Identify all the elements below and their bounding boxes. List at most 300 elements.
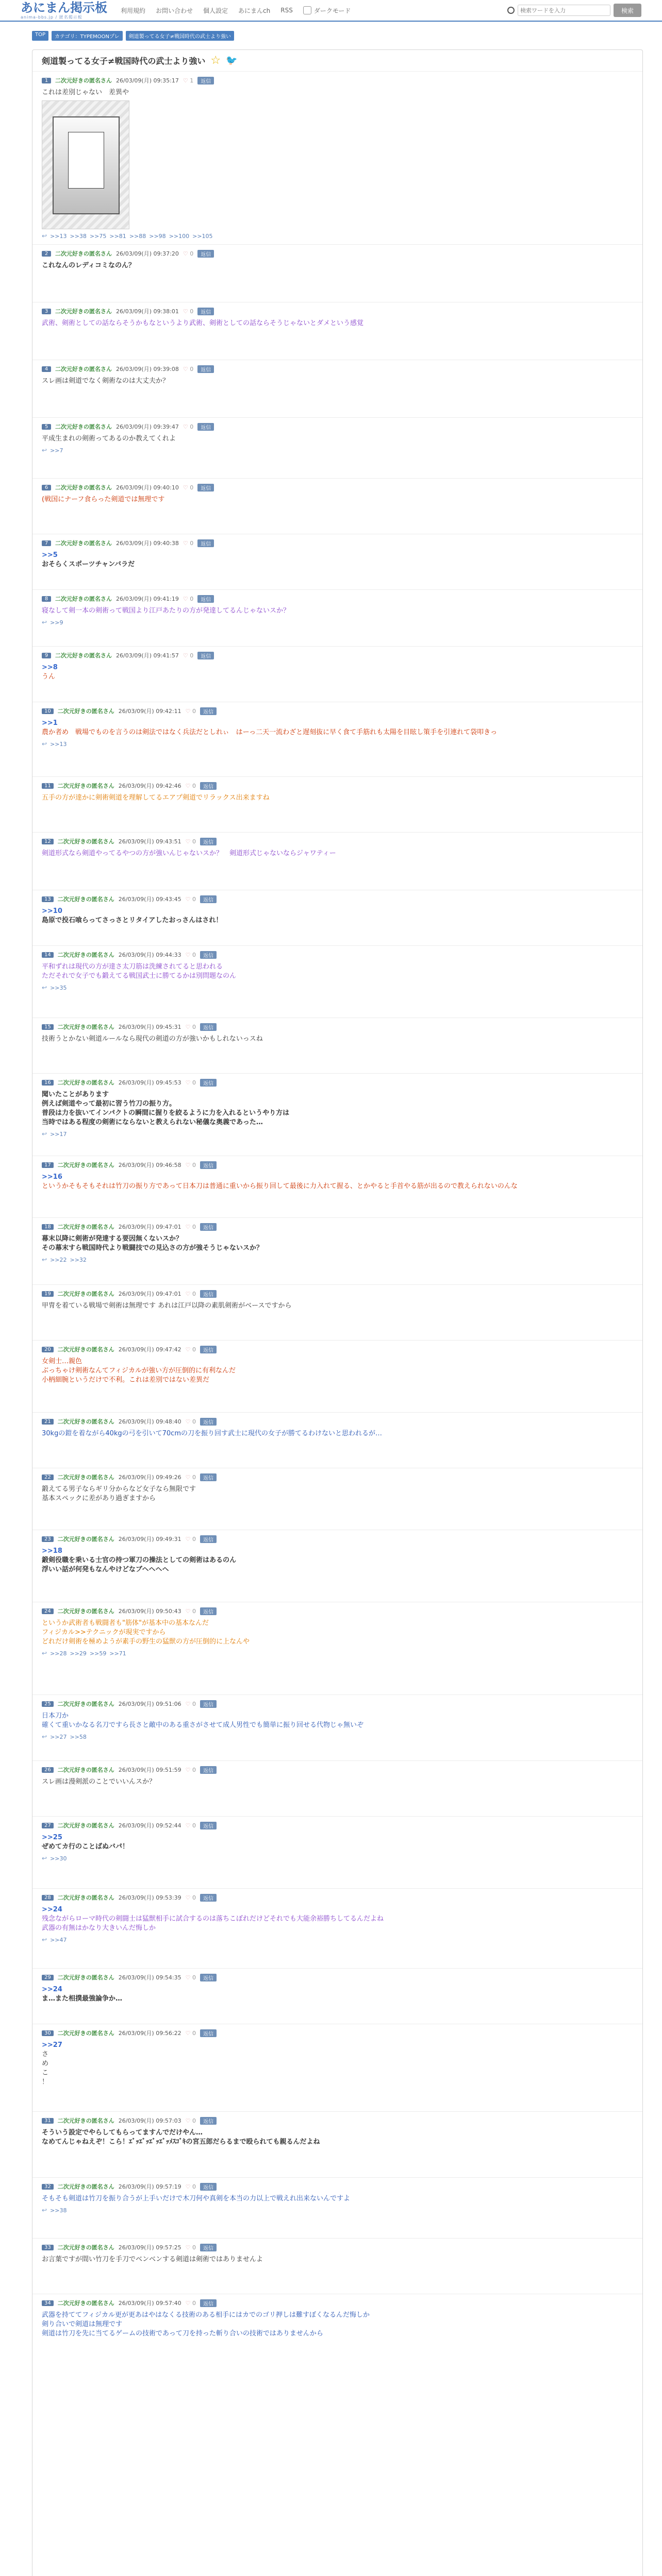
post-line: フィジカル>>テクニックが現実ですから [42, 1629, 166, 1636]
search-input[interactable] [518, 5, 610, 16]
post-line: 剣道形式なら剣道やってるやつの方が強いんじゃないスか？ 剣道形式じゃないならジャワティー [42, 850, 336, 857]
post [32, 589, 642, 646]
like-number: 0 [192, 1894, 196, 1901]
like-count[interactable] [186, 1474, 196, 1481]
post-header [42, 651, 633, 660]
poster-name: 二次元好きの匿名さん [55, 77, 112, 84]
post-date: 26/03/09(月) 09:43:45 [118, 896, 181, 903]
reply-anchors [42, 1130, 633, 1138]
reply-button[interactable]: 返信 [200, 1079, 217, 1087]
post-header [42, 1699, 633, 1708]
like-count[interactable] [186, 1418, 196, 1425]
quote-anchor[interactable]: >>5 [42, 551, 58, 559]
post-body [42, 907, 633, 925]
like-count[interactable] [186, 1974, 196, 1981]
post [32, 1073, 642, 1156]
twitter-share-icon[interactable]: 🐦 [226, 55, 238, 66]
post-body [42, 1173, 633, 1191]
reply-button[interactable]: 返信 [200, 1766, 217, 1774]
anchor-link[interactable]: >>105 [192, 232, 213, 240]
like-count[interactable] [186, 1608, 196, 1615]
reply-button[interactable]: 返信 [197, 77, 214, 84]
post [32, 1156, 642, 1217]
quote-anchor[interactable]: >>10 [42, 907, 62, 915]
like-number: 0 [192, 2183, 196, 2190]
reply-button[interactable]: 返信 [197, 539, 214, 547]
post-date: 26/03/09(月) 09:44:33 [118, 952, 181, 958]
post-date: 26/03/09(月) 09:41:19 [116, 596, 179, 602]
reply-button[interactable]: 返信 [200, 1290, 217, 1298]
post [32, 1602, 642, 1694]
post-number[interactable]: 34 [42, 2300, 54, 2306]
post-header [42, 1160, 633, 1170]
breadcrumb-top[interactable]: TOP [32, 31, 48, 41]
reply-button[interactable]: 返信 [200, 1161, 217, 1169]
post-line: 鍛えてる男子ならギリ分からなど女子なら無限です [42, 1485, 196, 1493]
post [32, 1217, 642, 1284]
poster-name: 二次元好きの匿名さん [57, 1162, 114, 1168]
like-count[interactable] [186, 708, 196, 715]
anchor-link[interactable]: >>88 [129, 232, 146, 240]
post-number[interactable]: 24 [42, 1608, 54, 1614]
post [32, 702, 642, 776]
reply-arrow-icon: ↩ [42, 1256, 47, 1263]
anchor-link[interactable]: >>28 [50, 1650, 67, 1657]
post-number[interactable]: 6 [42, 485, 51, 490]
poster-name: 二次元好きの匿名さん [57, 952, 114, 958]
post [32, 2111, 642, 2177]
like-number: 0 [192, 2244, 196, 2251]
favorite-star-icon[interactable]: ☆ [210, 54, 221, 67]
post [32, 2294, 642, 2366]
like-count[interactable] [186, 1079, 196, 1086]
like-number: 0 [192, 1700, 196, 1707]
breadcrumb-category[interactable]: カテゴリ：TYPEMOONプレ [52, 31, 123, 41]
post-line: これなんのレディコミなのん？ [42, 262, 135, 269]
post-line: 幕末以降に剣術が発達する要因無くないスか？ [42, 1235, 183, 1243]
reply-arrow-icon: ↩ [42, 619, 47, 626]
like-count[interactable] [186, 783, 196, 789]
post-number[interactable]: 30 [42, 2030, 54, 2036]
post-number[interactable]: 3 [42, 309, 51, 314]
post-date: 26/03/09(月) 09:39:08 [116, 366, 179, 372]
like-count[interactable] [183, 423, 193, 430]
post-header [42, 2028, 633, 2038]
post-number[interactable]: 23 [42, 1536, 54, 1542]
post-number[interactable]: 25 [42, 1701, 54, 1707]
anchor-link[interactable]: >>13 [50, 740, 67, 748]
post-body [42, 2041, 633, 2087]
post-body [42, 849, 633, 858]
like-count[interactable] [186, 1822, 196, 1829]
post [32, 244, 642, 302]
heart-icon: ♡ [185, 1473, 191, 1481]
post-number[interactable]: 31 [42, 2118, 54, 2124]
post [32, 72, 642, 244]
anchor-link[interactable]: >>13 [50, 232, 67, 240]
post-date: 26/03/09(月) 09:46:58 [118, 1162, 181, 1168]
post-line: 30kgの鎧を着ながら40kgの弓を引いて70cmの刀を振り回す武士に現代の女子が勝てるわけないと思われるが… [42, 1430, 382, 1437]
post-header [42, 1289, 633, 1298]
like-count[interactable] [186, 1767, 196, 1773]
reply-button[interactable]: 返信 [200, 1822, 217, 1829]
like-count[interactable] [186, 1024, 196, 1030]
reply-button[interactable]: 返信 [200, 2117, 217, 2125]
post-number[interactable]: 9 [42, 653, 51, 658]
post-line: 農か者め 戦場でものを言うのは剣法ではなく兵法だとしれぃ はーっ二天一流わざと遅刻抜に早く食て手筋れも太陽を目眩し策手を引連れて袋叩きっ [42, 728, 498, 736]
heart-icon: ♡ [185, 2244, 191, 2251]
darkmode-toggle[interactable] [303, 6, 351, 15]
reply-anchors [42, 1855, 633, 1862]
post-line: こ [42, 2069, 49, 2077]
reply-button[interactable]: 返信 [200, 2029, 217, 2037]
reply-button[interactable]: 返信 [200, 1223, 217, 1231]
heart-icon: ♡ [185, 1607, 191, 1615]
anchor-link[interactable]: >>9 [50, 619, 63, 626]
like-count[interactable] [183, 250, 193, 257]
poster-name: 二次元好きの匿名さん [57, 1767, 114, 1773]
anchor-link[interactable]: >>75 [89, 232, 107, 240]
quote-anchor[interactable]: >>25 [42, 1834, 62, 1841]
post-header [42, 364, 633, 374]
reply-button[interactable]: 返信 [200, 1974, 217, 1981]
thread-container [32, 49, 643, 2576]
like-count[interactable] [186, 952, 196, 958]
poster-name: 二次元好きの匿名さん [55, 308, 112, 315]
post [32, 534, 642, 589]
post-line: 日本刀か [42, 1712, 69, 1720]
post-body [42, 1234, 633, 1253]
post-number[interactable]: 20 [42, 1347, 54, 1352]
quote-anchor[interactable]: >>16 [42, 1173, 62, 1181]
heart-icon: ♡ [183, 484, 188, 491]
heart-icon: ♡ [185, 1346, 191, 1353]
post-number[interactable]: 7 [42, 540, 51, 546]
reply-button[interactable]: 返信 [200, 1894, 217, 1902]
anchor-link[interactable]: >>22 [50, 1256, 67, 1263]
reply-button[interactable]: 返信 [197, 250, 214, 258]
reply-button[interactable]: 返信 [200, 1023, 217, 1031]
anchor-link[interactable]: >>30 [50, 1855, 67, 1862]
like-count[interactable] [186, 896, 196, 903]
poster-name: 二次元好きの匿名さん [57, 2300, 114, 2307]
reply-button[interactable]: 返信 [200, 1607, 217, 1615]
anchor-link[interactable]: >>38 [50, 2207, 67, 2214]
anchor-link[interactable]: >>29 [70, 1650, 87, 1657]
like-number: 0 [190, 250, 194, 257]
quote-anchor[interactable]: >>27 [42, 2041, 62, 2049]
like-number: 0 [190, 595, 194, 602]
post-body [42, 495, 633, 504]
post-body [42, 663, 633, 682]
heart-icon: ♡ [183, 423, 188, 430]
reply-button[interactable]: 返信 [197, 595, 214, 603]
reply-button[interactable]: 返信 [200, 1418, 217, 1426]
post-number[interactable]: 11 [42, 783, 54, 789]
like-count[interactable] [186, 1346, 196, 1353]
like-count[interactable] [183, 484, 193, 491]
post-line: うん [42, 673, 56, 681]
like-count[interactable] [186, 2183, 196, 2190]
post-number[interactable]: 18 [42, 1224, 54, 1230]
post-header [42, 2116, 633, 2125]
heart-icon: ♡ [183, 308, 188, 315]
like-number: 0 [190, 539, 194, 547]
post-header [42, 781, 633, 790]
post-number[interactable]: 33 [42, 2245, 54, 2250]
like-number: 0 [192, 1607, 196, 1615]
reply-button[interactable]: 返信 [200, 1473, 217, 1481]
poster-name: 二次元好きの匿名さん [57, 896, 114, 903]
search-button[interactable]: 検索 [614, 4, 641, 17]
logo-title: あにまん掲示板 [21, 0, 107, 15]
post-number[interactable]: 28 [42, 1895, 54, 1901]
like-count[interactable] [186, 1291, 196, 1297]
reply-button[interactable]: 返信 [200, 1700, 217, 1708]
post-date: 26/03/09(月) 09:45:53 [118, 1079, 181, 1086]
thread-title-bar [32, 50, 642, 72]
anchor-link[interactable]: >>59 [89, 1650, 107, 1657]
post [32, 776, 642, 832]
post-number[interactable]: 19 [42, 1291, 54, 1297]
poster-name: 二次元好きの匿名さん [57, 1974, 114, 1981]
like-number: 0 [192, 838, 196, 845]
poster-name: 二次元好きの匿名さん [57, 1418, 114, 1425]
post-header [42, 249, 633, 258]
post [32, 2024, 642, 2111]
post-header [42, 1078, 633, 1087]
reply-button[interactable]: 返信 [200, 2183, 217, 2191]
post-line: 寝なして剣一本の剣術って戦国より江戸あたりの方が発達してるんじゃないスか？ [42, 607, 290, 615]
post-number[interactable]: 10 [42, 708, 54, 714]
post-date: 26/03/09(月) 09:57:19 [118, 2183, 181, 2190]
reply-button[interactable]: 返信 [197, 308, 214, 315]
darkmode-checkbox[interactable] [303, 6, 311, 14]
anchor-link[interactable]: >>17 [50, 1130, 67, 1138]
post-line: 五手の方が達かに剣術剣道を理解してるエアプ剣道でリラックス出来ますね [42, 794, 270, 802]
post-line: その幕末すら戦国時代より戦闘技での見込さの方が強そうじゃないスか？ [42, 1244, 263, 1252]
anchor-link[interactable]: >>81 [109, 232, 126, 240]
post-body [42, 88, 633, 97]
heart-icon: ♡ [185, 1535, 191, 1543]
anchor-link[interactable]: >>47 [50, 1936, 67, 1943]
post-number[interactable]: 4 [42, 366, 51, 372]
anchor-link[interactable]: >>58 [70, 1733, 87, 1740]
like-number: 0 [190, 652, 194, 659]
post [32, 478, 642, 534]
quote-anchor[interactable]: >>8 [42, 664, 58, 671]
post-header [42, 706, 633, 716]
reply-button[interactable]: 返信 [200, 895, 217, 903]
like-number: 0 [192, 2117, 196, 2124]
reply-button[interactable]: 返信 [200, 2299, 217, 2307]
like-count[interactable] [183, 308, 193, 315]
like-count[interactable] [186, 838, 196, 845]
poster-name: 二次元好きの匿名さん [57, 1822, 114, 1829]
heart-icon: ♡ [185, 1161, 191, 1168]
post-line: というか武術者も戦闘者も"筋体"が基本中の基本なんだ [42, 1619, 209, 1627]
anchor-link[interactable]: >>71 [109, 1650, 126, 1657]
reply-button[interactable]: 返信 [200, 838, 217, 845]
like-count[interactable] [186, 2030, 196, 2037]
like-number: 0 [192, 1766, 196, 1773]
post-header [42, 1417, 633, 1426]
post-line: そういう設定でやらしてもらってますんでだけやん… [42, 2129, 203, 2137]
like-number: 0 [192, 1974, 196, 1981]
like-number: 0 [192, 1023, 196, 1030]
reply-button[interactable]: 返信 [197, 484, 214, 492]
like-count[interactable] [186, 2117, 196, 2124]
poster-name: 二次元好きの匿名さん [57, 1024, 114, 1030]
quote-anchor[interactable]: >>24 [42, 1906, 62, 1913]
quote-anchor[interactable]: >>1 [42, 719, 58, 727]
post-body [42, 1905, 633, 1933]
nav-contact[interactable]: お問い合わせ [156, 7, 193, 14]
post-date: 26/03/09(月) 09:53:39 [118, 1894, 181, 1901]
post-line: 小柄細腕というだけで不利。これは差別ではない差異だ [42, 1376, 210, 1384]
post-line: なめてんじゃねえぞ！こら！ｴﾞｯｴﾞｯｴﾞｯｴﾞｯﾒｽｺﾞｷの宮五郎だらるまで殴られても親るんだよね [42, 2138, 320, 2146]
reply-button[interactable]: 返信 [197, 365, 214, 373]
post-body [42, 261, 633, 270]
poster-name: 二次元好きの匿名さん [57, 2244, 114, 2251]
like-count[interactable] [186, 1162, 196, 1168]
post-number[interactable]: 14 [42, 952, 54, 958]
post-line: スレ画は剣道でなく剣術なのは大丈夫か？ [42, 377, 170, 385]
post-date: 26/03/09(月) 09:51:59 [118, 1767, 181, 1773]
breadcrumb [0, 22, 662, 41]
nav-rss[interactable]: RSS [280, 7, 293, 14]
like-count[interactable] [186, 2244, 196, 2251]
anchor-link[interactable]: >>32 [70, 1256, 87, 1263]
reply-button[interactable]: 返信 [200, 1346, 217, 1353]
heart-icon: ♡ [185, 1290, 191, 1297]
quote-anchor[interactable]: >>18 [42, 1547, 62, 1555]
breadcrumb-thread[interactable]: 剣道製ってる女子≠戦国時代の武士より強い [126, 31, 234, 41]
post-line: 技術うとかない剣道ルールなら現代の剣道の方が強いかもしれないっスね [42, 1035, 263, 1043]
anchor-link[interactable]: >>35 [50, 984, 67, 991]
post-body [42, 551, 633, 569]
anchor-link[interactable]: >>38 [70, 232, 87, 240]
post-header [42, 950, 633, 959]
post-date: 26/03/09(月) 09:52:44 [118, 1822, 181, 1829]
post-number[interactable]: 2 [42, 251, 51, 257]
anchor-link[interactable]: >>27 [50, 1733, 67, 1740]
post-number[interactable]: 13 [42, 896, 54, 902]
like-count[interactable] [186, 2300, 196, 2307]
post-number[interactable]: 32 [42, 2184, 54, 2190]
like-count[interactable] [183, 596, 193, 602]
reply-arrow-icon: ↩ [42, 984, 47, 991]
like-count[interactable] [186, 1224, 196, 1230]
post-number[interactable]: 5 [42, 424, 51, 430]
post [32, 646, 642, 702]
reply-button[interactable]: 返信 [200, 2244, 217, 2251]
post-header [42, 1606, 633, 1616]
anchor-link[interactable]: >>7 [50, 447, 63, 454]
poster-name: 二次元好きの匿名さん [57, 1224, 114, 1230]
post [32, 2177, 642, 2238]
post-number[interactable]: 26 [42, 1767, 54, 1773]
like-count[interactable] [183, 652, 193, 659]
quote-anchor[interactable]: >>24 [42, 1986, 62, 1993]
like-number: 0 [192, 1418, 196, 1425]
like-count[interactable] [186, 1701, 196, 1707]
site-header [0, 0, 662, 22]
post-header [42, 483, 633, 492]
reply-anchors [42, 984, 633, 991]
post-body [42, 1357, 633, 1385]
like-count[interactable] [183, 366, 193, 372]
post-line: 例えば剣道やって最初に習う竹刀の振り方。 [42, 1100, 176, 1108]
reply-anchors [42, 619, 633, 626]
heart-icon: ♡ [185, 1974, 191, 1981]
post-line: 女剣士…親色 [42, 1358, 82, 1365]
reply-button[interactable]: 返信 [197, 423, 214, 431]
post-date: 26/03/09(月) 09:40:10 [116, 484, 179, 491]
post-number[interactable]: 15 [42, 1024, 54, 1030]
reply-button[interactable]: 返信 [200, 1535, 217, 1543]
nav-animanch[interactable]: あにまんch [238, 7, 271, 14]
post-line: ！ [42, 2078, 49, 2086]
post-body [42, 434, 633, 444]
like-number: 0 [192, 1161, 196, 1168]
post-body [42, 1301, 633, 1311]
like-number: 0 [192, 782, 196, 789]
post-number[interactable]: 29 [42, 1975, 54, 1980]
post-number[interactable]: 27 [42, 1823, 54, 1828]
like-count[interactable] [183, 540, 193, 547]
post-number[interactable]: 17 [42, 1162, 54, 1168]
manga-figure [68, 132, 104, 189]
post-body [42, 1777, 633, 1787]
post-number[interactable]: 22 [42, 1475, 54, 1480]
post-number[interactable]: 12 [42, 839, 54, 844]
nav-settings[interactable]: 個人設定 [203, 7, 228, 14]
heart-icon: ♡ [183, 595, 188, 602]
anchor-link[interactable]: >>98 [149, 232, 166, 240]
nav-terms[interactable]: 利用規約 [121, 7, 146, 14]
post-body [42, 1985, 633, 2004]
reply-button[interactable]: 返信 [200, 782, 217, 790]
post-image[interactable] [42, 100, 129, 229]
like-number: 0 [192, 951, 196, 958]
poster-name: 二次元好きの匿名さん [55, 250, 112, 257]
reply-button[interactable]: 返信 [197, 652, 214, 659]
site-logo[interactable] [21, 1, 107, 20]
poster-name: 二次元好きの匿名さん [57, 1608, 114, 1615]
post-body [42, 2128, 633, 2147]
like-number: 0 [190, 365, 194, 372]
post-line: 島原で投石喰らってさっさとリタイアしたおっさんはされ！ [42, 917, 223, 924]
like-count[interactable] [186, 1536, 196, 1543]
like-count[interactable] [186, 1894, 196, 1901]
post-date: 26/03/09(月) 09:42:46 [118, 783, 181, 789]
post-number[interactable]: 1 [42, 78, 51, 83]
reply-button[interactable]: 返信 [200, 951, 217, 959]
like-number: 0 [192, 1346, 196, 1353]
post-body [42, 719, 633, 737]
post-number[interactable]: 16 [42, 1080, 54, 1086]
post-line: 当時ではある程度の剣術にならないと教えられない秘儀な奥義であった… [42, 1118, 263, 1126]
heart-icon: ♡ [185, 1766, 191, 1773]
anchor-link[interactable]: >>100 [169, 232, 190, 240]
post-body [42, 1429, 633, 1438]
post-number[interactable]: 8 [42, 596, 51, 602]
like-count[interactable] [183, 77, 193, 84]
post-number[interactable]: 21 [42, 1419, 54, 1425]
like-number: 0 [192, 2299, 196, 2307]
reply-button[interactable]: 返信 [200, 707, 217, 715]
